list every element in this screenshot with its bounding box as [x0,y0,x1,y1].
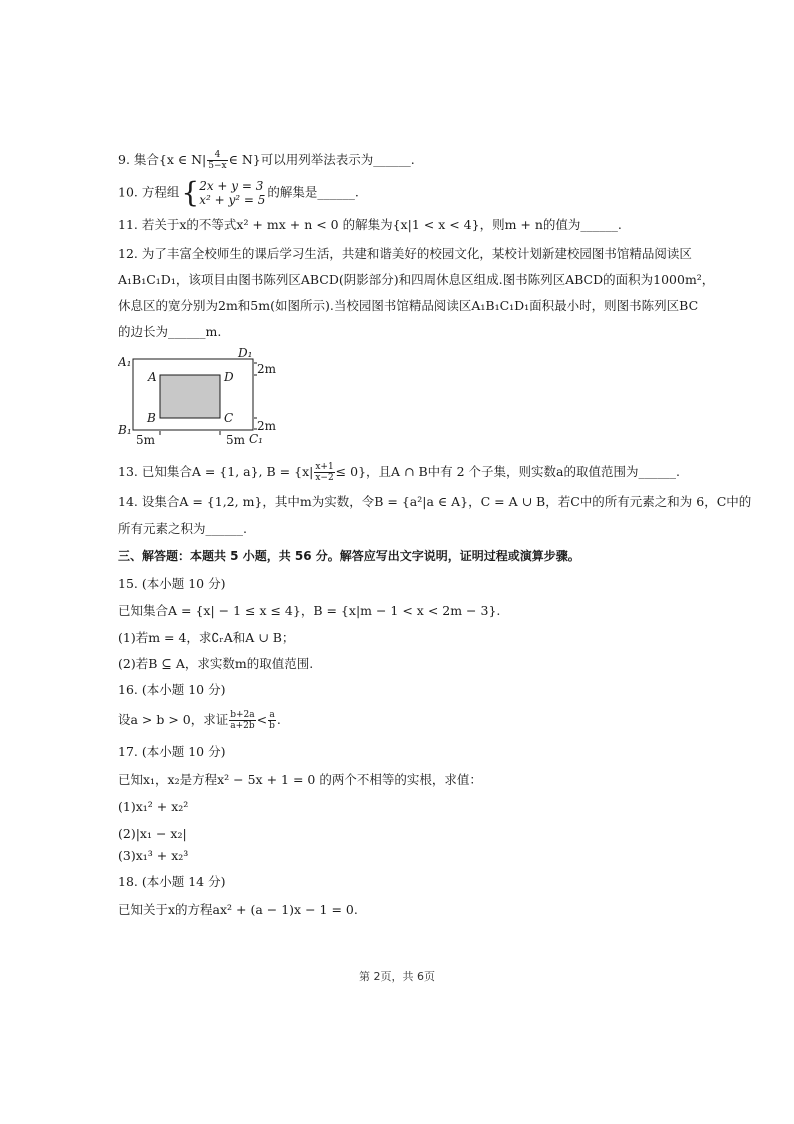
fraction-numerator: 4 [207,150,227,161]
problem-11: 11. 若关于x的不等式x² + mx + n < 0 的解集为{x|1 < x < 4}，则m + n的值为______. [118,217,622,232]
label-A1: A₁ [118,355,132,369]
equation-2: x² + y² = 5 [199,193,266,207]
fraction-numerator: x+1 [315,462,334,472]
problem-18-body: 已知关于x的方程ax² + (a − 1)x − 1 = 0. [118,902,358,917]
page-footer: 第 2页，共 6页 [359,970,435,983]
label-C: C [224,411,234,425]
label-B: B [147,411,156,425]
problem-18-header: 18. (本小题 14 分) [118,874,226,889]
problem-9-suffix: ∈ N}可以用列举法表示为______. [228,152,415,167]
problem-12-line-3: 休息区的宽分别为2m和5m(如图所示).当校园图书馆精品阅读区A₁B₁C₁D₁面积最小时，则图书陈列区BC [118,298,699,313]
problem-10-suffix: 的解集是______. [267,184,359,200]
problem-15-q1: (1)若m = 4，求∁ᵣA和A ∪ B； [118,630,295,645]
problem-10-prefix: 10. 方程组 [118,184,180,200]
problem-17-q3: (3)x₁³ + x₂³ [118,848,189,863]
problem-14-line-1: 14. 设集合A = {1,2, m}，其中m为实数，令B = {a²|a ∈ A}，C = A ∪ B，若C中的所有元素之和为 6，C中的 [118,494,752,509]
problem-17-header: 17. (本小题 10 分) [118,744,226,759]
problem-16-prefix: 设a > b > 0，求证 [118,712,229,727]
label-right-gap: 5m [226,433,246,446]
problem-14-line-2: 所有元素之积为______. [118,521,247,536]
problem-16-fraction-1 [229,710,255,731]
problem-16-suffix: . [276,712,281,727]
problem-16-relation: < [256,712,268,727]
fraction-denominator: a+2b [230,721,255,731]
problem-9 [118,150,415,171]
label-left-gap: 5m [136,433,156,446]
fraction-numerator: b+2a [230,710,255,720]
label-D1: D₁ [238,346,253,360]
problem-13-fraction [314,462,334,483]
problem-12-line-4: 的边长为______m. [118,324,222,339]
problem-12-line-1: 12. 为了丰富全校师生的课后学习生活，共建和谐美好的校园文化，某校计划新建校园图书馆精品阅读区 [118,246,692,261]
left-brace-icon: { [181,176,200,209]
problem-16-header: 16. (本小题 10 分) [118,682,226,697]
problem-16-body [118,710,281,731]
problem-17-body: 已知x₁，x₂是方程x² − 5x + 1 = 0 的两个不相等的实根，求值： [118,772,482,787]
problem-15-header: 15. (本小题 10 分) [118,576,226,591]
equation-1: 2x + y = 3 [199,179,264,193]
section-3-heading: 三、解答题：本题共 5 小题，共 56 分。解答应写出文字说明，证明过程或演算步骤。 [118,549,580,563]
problem-17-q2: (2)|x₁ − x₂| [118,826,187,841]
fraction-denominator: b [269,721,275,731]
problem-9-fraction [207,150,227,171]
problem-15-body: 已知集合A = {x| − 1 ≤ x ≤ 4}，B = {x|m − 1 < x < 2m − 3}. [118,603,501,618]
label-C1: C₁ [249,432,263,446]
fraction-denominator: 5−x [208,161,227,171]
fraction-denominator: x−2 [315,473,334,483]
equation-system [181,176,266,209]
reading-area-diagram [118,346,288,446]
label-B1: B₁ [118,423,132,437]
label-top-gap: 2m [257,362,277,376]
problem-10 [118,176,359,209]
problem-12-line-2: A₁B₁C₁D₁，该项目由图书陈列区ABCD(阴影部分)和四周休息区组成.图书陈列区ABCD的面积为1000m²， [118,272,715,287]
problem-13-prefix: 13. 已知集合A = {1, a}, B = {x| [118,464,314,479]
fraction-numerator: a [269,710,275,720]
problem-13-suffix: ≤ 0}，且A ∩ B中有 2 个子集，则实数a的取值范围为______. [335,464,680,479]
problem-15-q2: (2)若B ⊆ A，求实数m的取值范围. [118,656,314,671]
problem-9-prefix: 9. 集合{x ∈ N| [118,152,207,167]
label-bottom-gap: 2m [257,419,277,433]
problem-16-fraction-2 [268,710,276,731]
shaded-rectangle [160,375,220,418]
problem-17-q1: (1)x₁² + x₂² [118,799,189,814]
problem-13 [118,462,680,483]
label-A: A [148,370,157,384]
label-D: D [224,370,234,384]
